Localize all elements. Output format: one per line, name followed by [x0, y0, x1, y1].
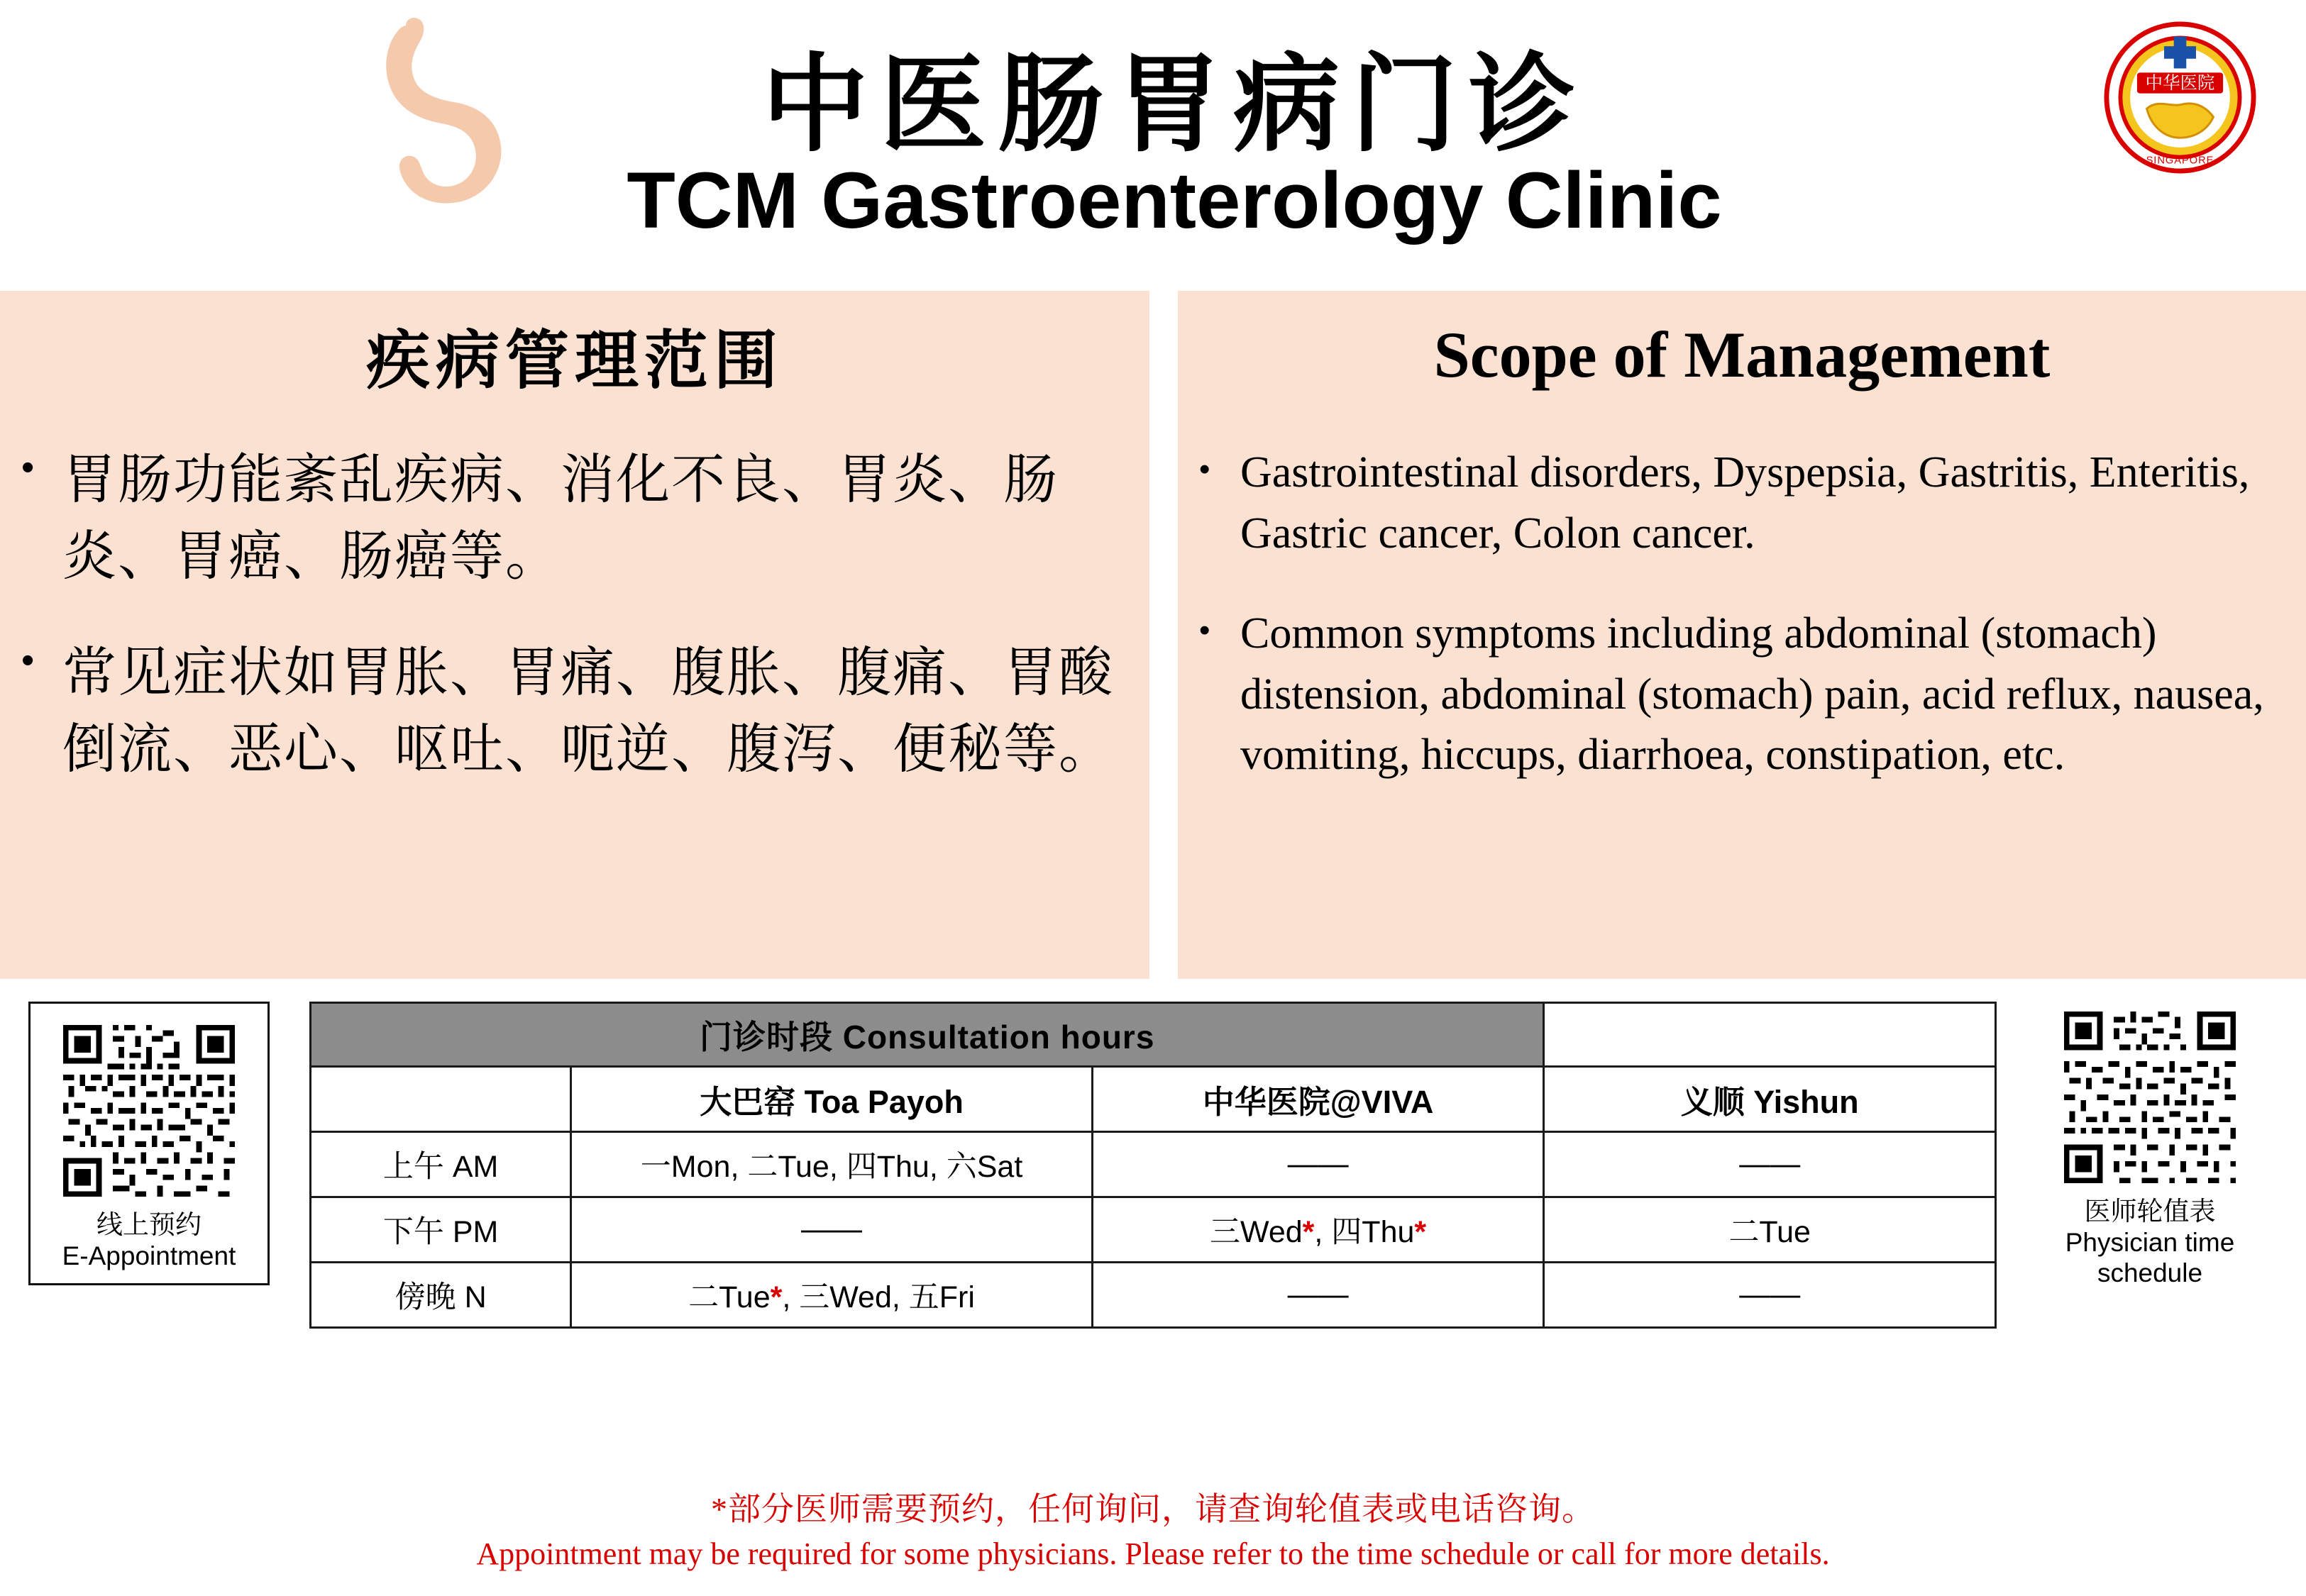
physician-schedule-caption-en2: schedule — [2097, 1258, 2203, 1288]
scope-body-cn — [0, 419, 1149, 979]
table-title-blank-cell — [1544, 1003, 1996, 1067]
scope-list-en — [1199, 443, 2285, 786]
consultation-hours-table — [309, 1002, 1997, 1329]
scope-list-cn — [21, 443, 1128, 789]
table-header-row — [311, 1067, 1996, 1132]
physician-schedule-caption-en: Physician time — [2065, 1227, 2235, 1257]
bullet-dot-icon: • — [1199, 613, 1210, 648]
asterisk-icon: * — [770, 1280, 783, 1314]
list-item — [21, 636, 1128, 789]
scope-bullet-cn-1: 胃肠功能紊乱疾病、消化不良、胃炎、肠炎、胃癌、肠癌等。 — [62, 450, 1059, 587]
e-appointment-qr-box[interactable] — [28, 1002, 270, 1285]
e-appointment-block[interactable] — [28, 1002, 277, 1285]
bullet-dot-icon: • — [1199, 452, 1210, 487]
table-col-viva: 中华医院@VIVA — [1092, 1067, 1544, 1132]
table-title-row — [311, 1003, 1996, 1067]
bullet-dot-icon: • — [21, 639, 35, 681]
scope-heading-cn-cell — [0, 291, 1149, 419]
table-row — [311, 1197, 1996, 1263]
lower-section — [0, 979, 2306, 1376]
cell-n-toa-payoh-a: 二Tue — [688, 1280, 771, 1314]
table-title: 门诊时段 Consultation hours — [311, 1003, 1544, 1067]
cell-am-toa-payoh: 一Mon, 二Tue, 四Thu, 六Sat — [571, 1132, 1093, 1197]
list-item — [1199, 604, 2285, 786]
cell-pm-viva-b: , 四Thu — [1314, 1215, 1415, 1249]
asterisk-icon: * — [1414, 1215, 1427, 1249]
qr-code-icon[interactable] — [57, 1019, 241, 1202]
cell-pm-viva-a: 三Wed — [1210, 1215, 1303, 1249]
row-label-night: 傍晚 N — [311, 1263, 571, 1328]
svg-text:SINGAPORE: SINGAPORE — [2146, 155, 2214, 167]
e-appointment-caption-en: E-Appointment — [62, 1241, 236, 1270]
footnote — [0, 1483, 2306, 1572]
scope-heading-cn: 疾病管理范围 — [366, 326, 783, 397]
title-block — [627, 48, 1721, 243]
consultation-hours-table-wrap — [277, 1002, 2029, 1329]
qr-code-icon[interactable] — [2058, 1006, 2241, 1189]
scope-bullet-cn-2: 常见症状如胃胀、胃痛、腹胀、腹痛、胃酸倒流、恶心、呕吐、呃逆、腹泻、便秘等。 — [62, 643, 1114, 780]
scope-bullet-en-2: Common symptoms including abdominal (stomach) distension, abdominal (stomach) pain, acid reflux, nausea, vomiting, hiccups, diarrhoea, constipation, etc. — [1240, 609, 2264, 780]
physician-schedule-qr-box[interactable] — [2029, 1002, 2271, 1295]
bullet-dot-icon: • — [21, 447, 35, 488]
physician-schedule-caption-cn: 医师轮值表 — [2084, 1197, 2216, 1226]
scope-bodies — [0, 419, 2306, 979]
list-item — [21, 443, 1128, 596]
row-label-pm: 下午 PM — [311, 1197, 571, 1263]
scope-headings — [0, 291, 2306, 419]
page-title-cn: 中医肠胃病门诊 — [761, 47, 1587, 165]
cell-n-yishun: —— — [1544, 1263, 1996, 1328]
cell-n-toa-payoh-b: , 三Wed, 五Fri — [782, 1280, 975, 1314]
footnote-cn: *部分医师需要预约，任何询问，请查询轮值表或电话咨询。 — [711, 1491, 1595, 1527]
scope-heading-en-cell — [1178, 291, 2306, 419]
list-item — [1199, 443, 2285, 564]
table-col-empty — [311, 1067, 571, 1132]
poster-header — [0, 0, 2306, 291]
physician-schedule-block[interactable] — [2029, 1002, 2278, 1295]
cell-am-viva: —— — [1092, 1132, 1544, 1197]
cell-n-toa-payoh — [571, 1263, 1093, 1328]
svg-text:中华医院: 中华医院 — [2145, 73, 2215, 93]
stomach-icon — [341, 14, 553, 220]
page-title-en: TCM Gastroenterology Clinic — [627, 156, 1722, 245]
scope-heading-en: Scope of Management — [1433, 318, 2051, 391]
table-row — [311, 1263, 1996, 1328]
table-row — [311, 1132, 1996, 1197]
cell-pm-viva — [1092, 1197, 1544, 1263]
e-appointment-caption-cn: 线上预约 — [96, 1210, 202, 1239]
scope-body-en — [1178, 419, 2306, 979]
cell-am-yishun: —— — [1544, 1132, 1996, 1197]
cell-pm-yishun: 二Tue — [1544, 1197, 1996, 1263]
asterisk-icon: * — [1302, 1215, 1315, 1249]
footnote-en: Appointment may be required for some physicians. Please refer to the time schedule or call for more details. — [476, 1536, 1830, 1571]
cell-n-viva: —— — [1092, 1263, 1544, 1328]
row-label-am: 上午 AM — [311, 1132, 571, 1197]
table-col-yishun: 义顺 Yishun — [1544, 1067, 1996, 1132]
hospital-logo-icon — [2104, 21, 2256, 174]
scope-bullet-en-1: Gastrointestinal disorders, Dyspepsia, Gastritis, Enteritis, Gastric cancer, Colon cancer. — [1240, 448, 2250, 558]
cell-pm-toa-payoh: —— — [571, 1197, 1093, 1263]
table-col-toa-payoh: 大巴窑 Toa Payoh — [571, 1067, 1093, 1132]
